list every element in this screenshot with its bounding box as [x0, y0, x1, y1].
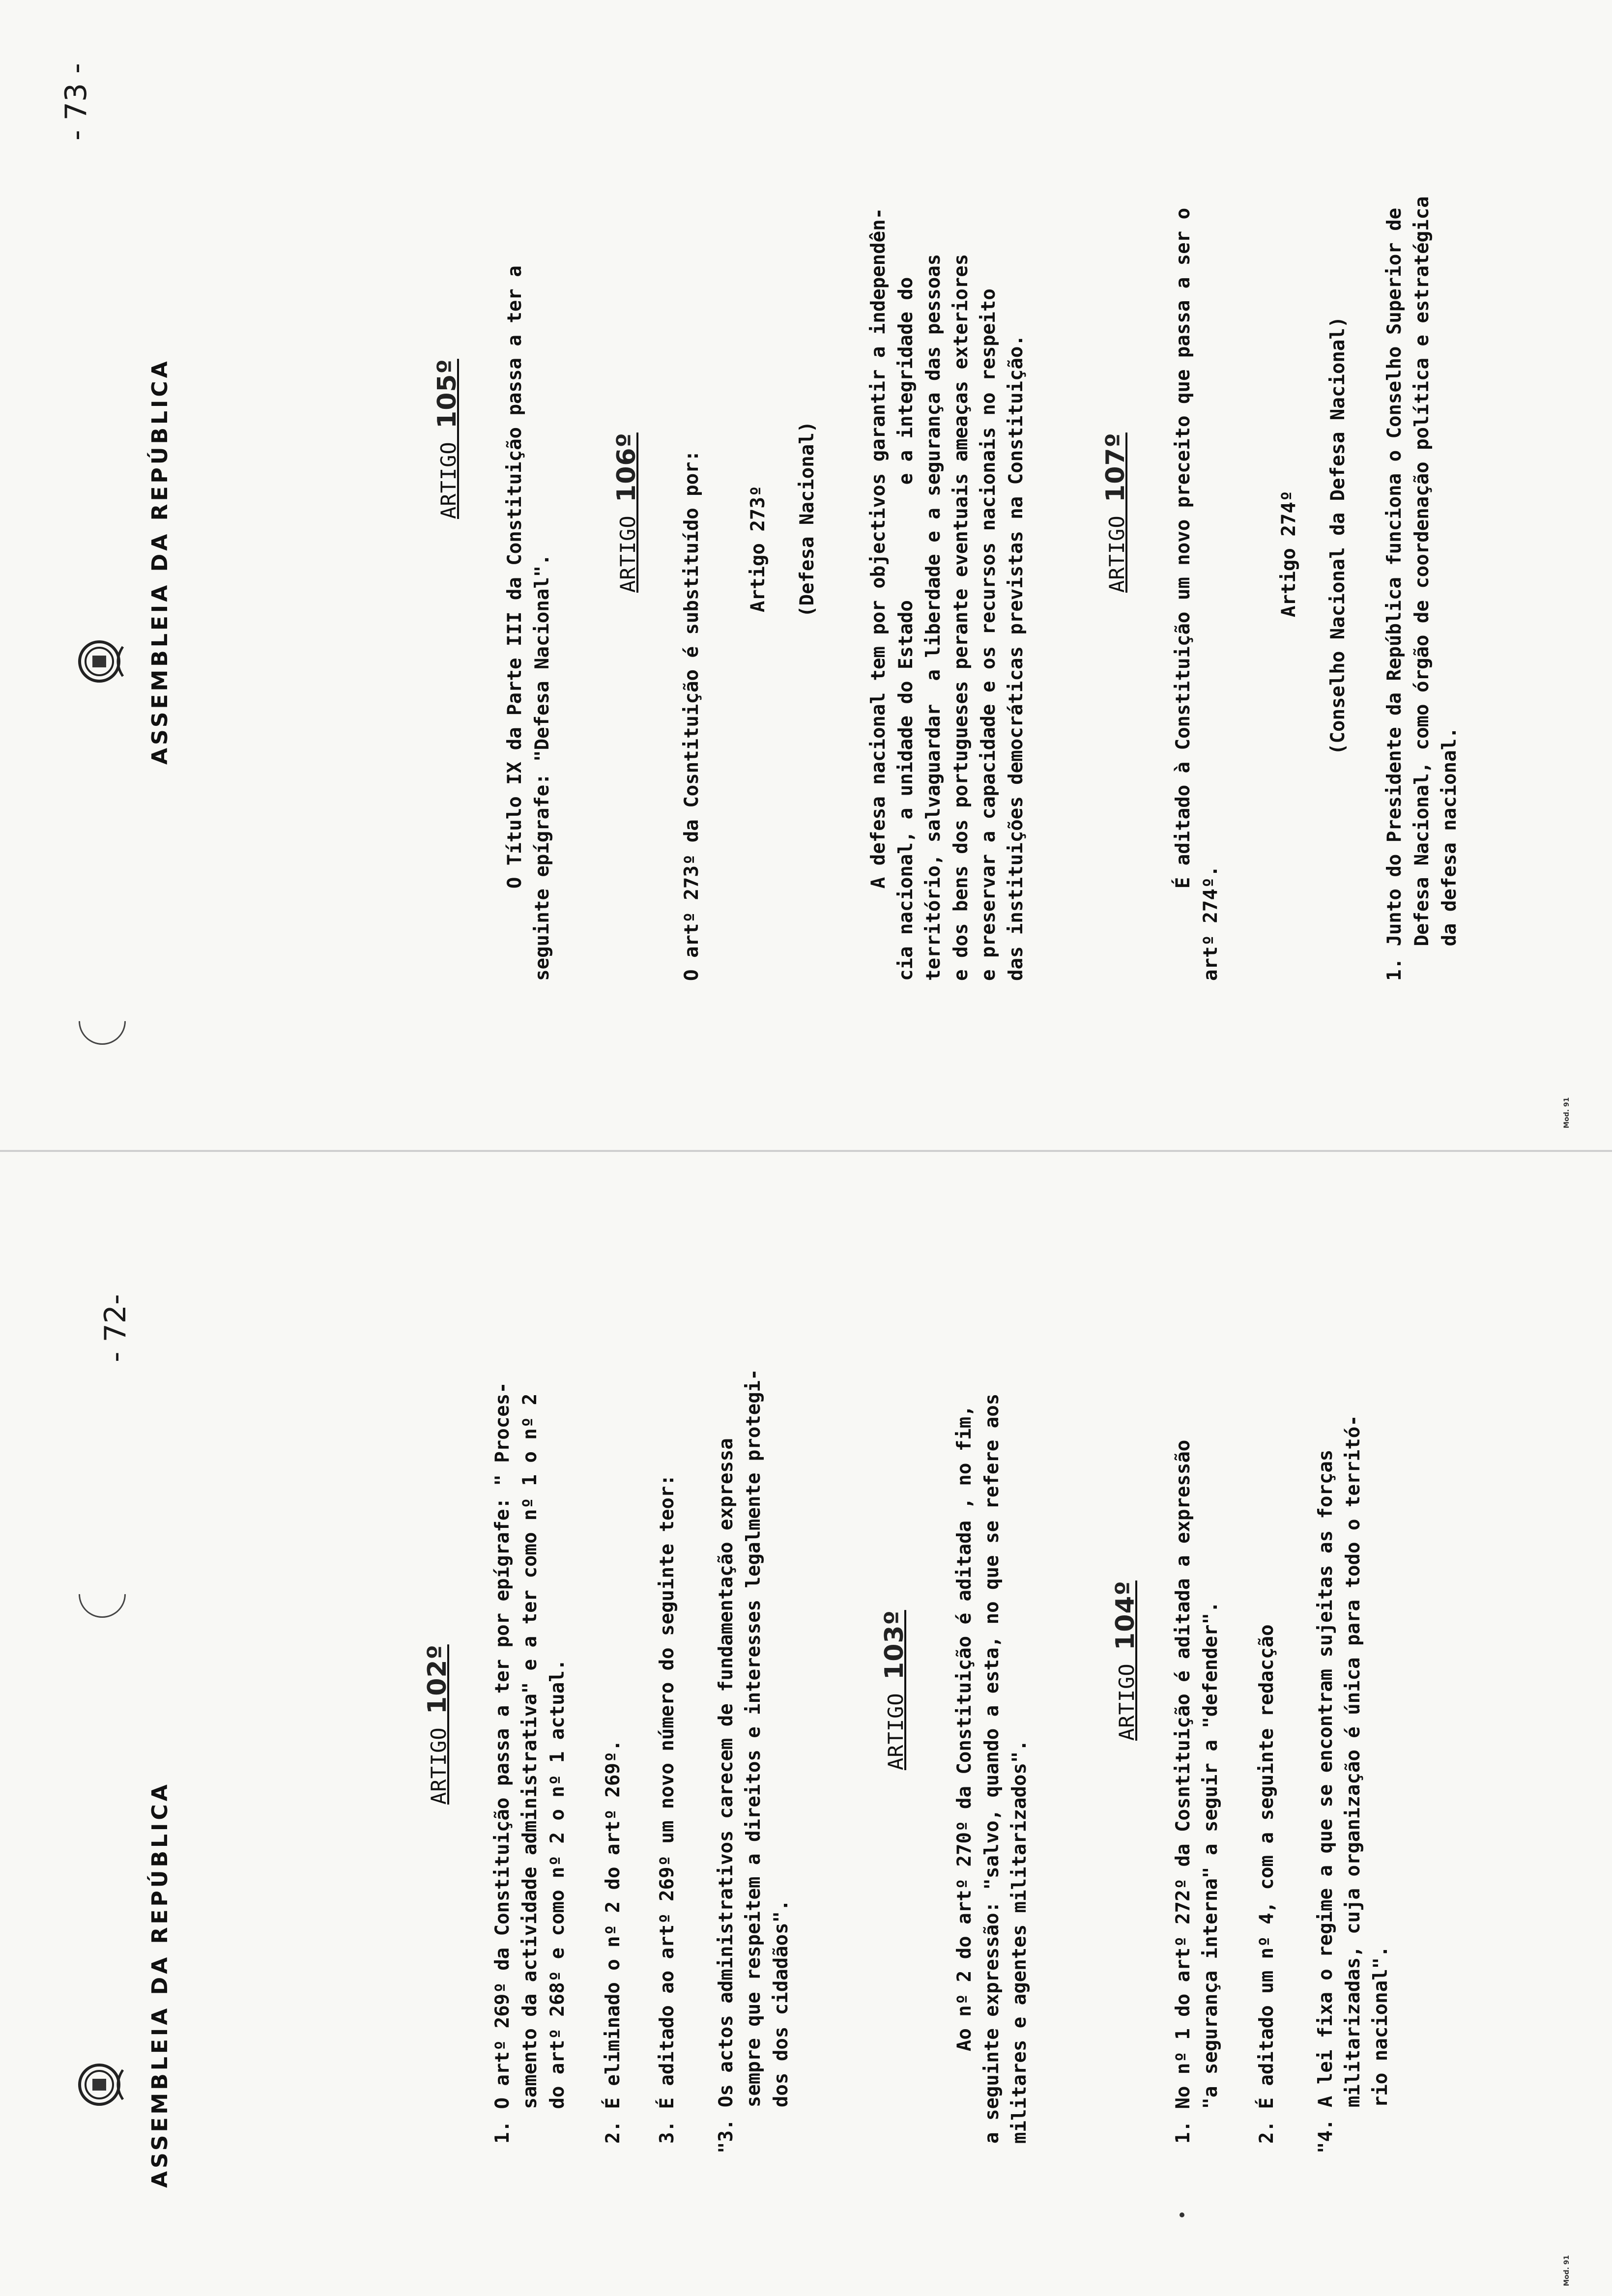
article-102-quote: "3. Os actos administrativos carecem de fundamentação expressa sempre que respeitem a direitos e interesses legalmente protegi- dos dos cidadãos".	[715, 1369, 792, 2153]
article-103-title: ARTIGO 103º	[880, 1610, 909, 1770]
punch-hole-icon	[69, 1561, 136, 1628]
article-104-quote: "4. A lei fixa o regime a que se encontram sujeitas as forças militarizadas, cuja organização é única para todo o territó- rio nacional".	[1315, 1415, 1392, 2153]
article-107-title: ARTIGO 107º	[1101, 432, 1130, 593]
coat-of-arms-icon	[74, 2055, 133, 2114]
page-divider	[0, 1150, 1612, 1152]
letterhead: ASSEMBLEIA DA REPÚBLICA	[147, 1781, 173, 2188]
article-273-subheading: (Defesa Nacional)	[796, 421, 818, 617]
article-107-intro: É aditado à Constituição um novo preceito que passa a ser o artº 274º.	[1172, 207, 1222, 981]
article-274-paragraph-1: 1. Junto do Presidente da República funciona o Conselho Superior de Defesa Nacional, como órgão de coordenação política e estratégica da defesa nacional.	[1383, 196, 1461, 981]
coat-of-arms-icon	[74, 632, 133, 691]
article-103-paragraph: Ao nº 2 do artº 270º da Constituição é aditada , no fim, a seguinte expressão: "salvo, quando a esta, no que se refere aos militares e agentes militarizados".	[953, 1393, 1031, 2144]
article-105-paragraph: O Título IX da Parte III da Constituição passa a ter a seguinte epígrafe: "Defesa Nacional".	[504, 265, 553, 981]
article-106-title: ARTIGO 106º	[612, 432, 641, 593]
article-273-text: A defesa nacional tem por objectivos garantir a independên- cia nacional, a unidade do Estado e a integridade do território, salvaguardar a liberdade e a segurança das pessoas e dos bens dos portugueses perante eventuais ameaças exteriores e preservar a capacidade e os recursos nacionais no respeito das instituições democráticas previstas na Constituição.	[867, 207, 1027, 981]
article-274-heading: Artigo 274º	[1278, 490, 1300, 617]
article-102-paragraph-1: 1. O artº 269º da Constituição passa a ter por epígrafe: " Proces- samento da actividade administrativa" e a ter como nº 1 o nº 2 do artº 268º e como nº 2 o nº 1 actual.	[491, 1382, 569, 2144]
article-104-paragraph-1: 1. No nº 1 do artº 272º da Cosntituição é aditada a expressão "a segurança interna" a seguir a "defender".	[1172, 1439, 1222, 2144]
article-274-subheading: (Conselho Nacional da Defesa Nacional)	[1327, 316, 1349, 755]
letterhead: ASSEMBLEIA DA REPÚBLICA	[147, 358, 173, 765]
punch-hole-icon	[69, 988, 136, 1055]
article-104-paragraph-2: 2. É aditado um nº 4, com a seguinte redacção	[1256, 1624, 1278, 2144]
page-number: - 72-	[98, 1294, 133, 1362]
ink-speck	[1180, 2212, 1184, 2217]
article-106-intro: O artº 273º da Cosntituição é substituído por:	[681, 450, 703, 981]
page-number: - 73 -	[59, 63, 93, 141]
article-102-paragraph-2: 2. É eliminado o nº 2 do artº 269º.	[602, 1740, 624, 2144]
article-102-title: ARTIGO 102º	[423, 1644, 452, 1805]
page-72	[0, 1148, 1612, 2296]
article-273-heading: Artigo 273º	[747, 485, 769, 612]
article-104-title: ARTIGO 104º	[1111, 1580, 1140, 1741]
article-102-paragraph-3: 3. É aditado ao artº 269º um novo número do seguinte teor:	[656, 1474, 678, 2144]
form-mark: Mod. 91	[1563, 1097, 1571, 1128]
article-105-title: ARTIGO 105º	[432, 359, 462, 519]
form-mark: Mod. 91	[1563, 2255, 1571, 2286]
